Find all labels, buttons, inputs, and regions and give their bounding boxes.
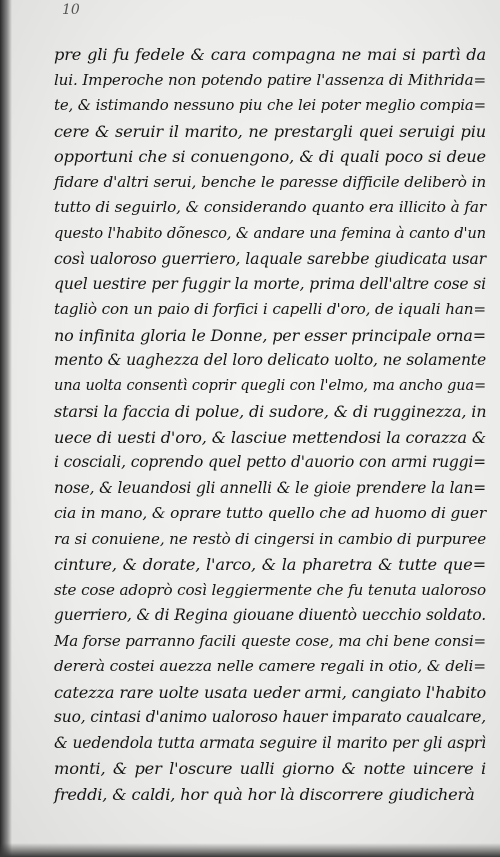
text-line: mento & uaghezza del loro delicato uolto, ne solamente <box>54 351 486 369</box>
text-line: una uolta consentì coprir quegli con l'elmo, ma ancho gua= <box>54 377 486 394</box>
text-line: pre gli fu fedele & cara compagna ne mai si partì da <box>54 45 486 64</box>
text-line: suo, cintasi d'animo ualoroso hauer imparato caualcare, <box>54 708 487 726</box>
text-line: lui. Imperoche non potendo patire l'assenza di Mithrida= <box>54 70 486 89</box>
page-bottom-edge-shadow <box>0 843 500 857</box>
text-line: così ualoroso guerriero, laquale sarebbe giudicata usar <box>54 249 486 268</box>
text-line: tagliò con un paio di forfici i capelli d'oro, de iquali han= <box>54 300 486 318</box>
text-line: freddi, & caldi, hor quà hor là discorrere giudicherà <box>54 784 475 804</box>
page-number: 10 <box>62 2 80 18</box>
text-line: tutto di seguirlo, & considerando quanto era illicito à far <box>54 198 486 216</box>
text-line: dererà costei auezza nelle camere regali in otio, & deli= <box>54 657 486 675</box>
text-line: starsi la faccia di polue, di sudore, & di rugginezza, in <box>54 402 487 421</box>
text-line: fidare d'altri serui, benche le paresse difficile deliberò in <box>54 172 486 191</box>
text-line: catezza rare uolte usata ueder armi, cangiato l'habito <box>54 682 487 702</box>
text-line: questo l'habito dõnesco, & andare una femina à canto d'un <box>54 224 486 242</box>
text-line: quel uestire per fuggir la morte, prima dell'altre cose si <box>54 274 486 293</box>
text-line: no infinita gloria le Donne, per esser principale orna= <box>54 325 486 345</box>
text-line: ra si conuiene, ne restò di cingersi in cambio di purpuree <box>54 529 486 548</box>
text-line: uece di uesti d'oro, & lasciue mettendosi la corazza & <box>54 427 487 447</box>
text-line: guerriero, & di Regina giouane diuentò uecchio soldato. <box>54 606 486 624</box>
page-left-edge-shadow <box>0 0 12 857</box>
text-line: monti, & per l'oscure ualli giorno & notte uincere i <box>54 759 486 778</box>
text-line: te, & istimando nessuno piu che lei poter meglio compia= <box>54 96 486 114</box>
text-line: i cosciali, coprendo quel petto d'auorio con armi ruggi= <box>54 453 486 471</box>
text-line: Ma forse parranno facili queste cose, ma chi bene consi= <box>54 631 486 650</box>
text-line: ste cose adoprò così leggiermente che fu tenuta ualoroso <box>54 580 486 599</box>
text-line: cia in mano, & oprare tutto quello che ad huomo di guer <box>54 504 486 522</box>
text-line: cinture, & dorate, l'arco, & la pharetra & tutte que= <box>54 555 486 574</box>
text-line: nose, & leuandosi gli annelli & le gioie prendere la lan= <box>54 478 486 497</box>
text-line: cere & seruir il marito, ne prestargli quei seruigi piu <box>54 121 486 141</box>
text-line: & uedendola tutta armata seguire il marito per gli asprì <box>54 733 486 752</box>
text-line: opportuni che si conuengono, & di quali poco si deue <box>54 147 486 166</box>
body-text <box>54 42 486 807</box>
